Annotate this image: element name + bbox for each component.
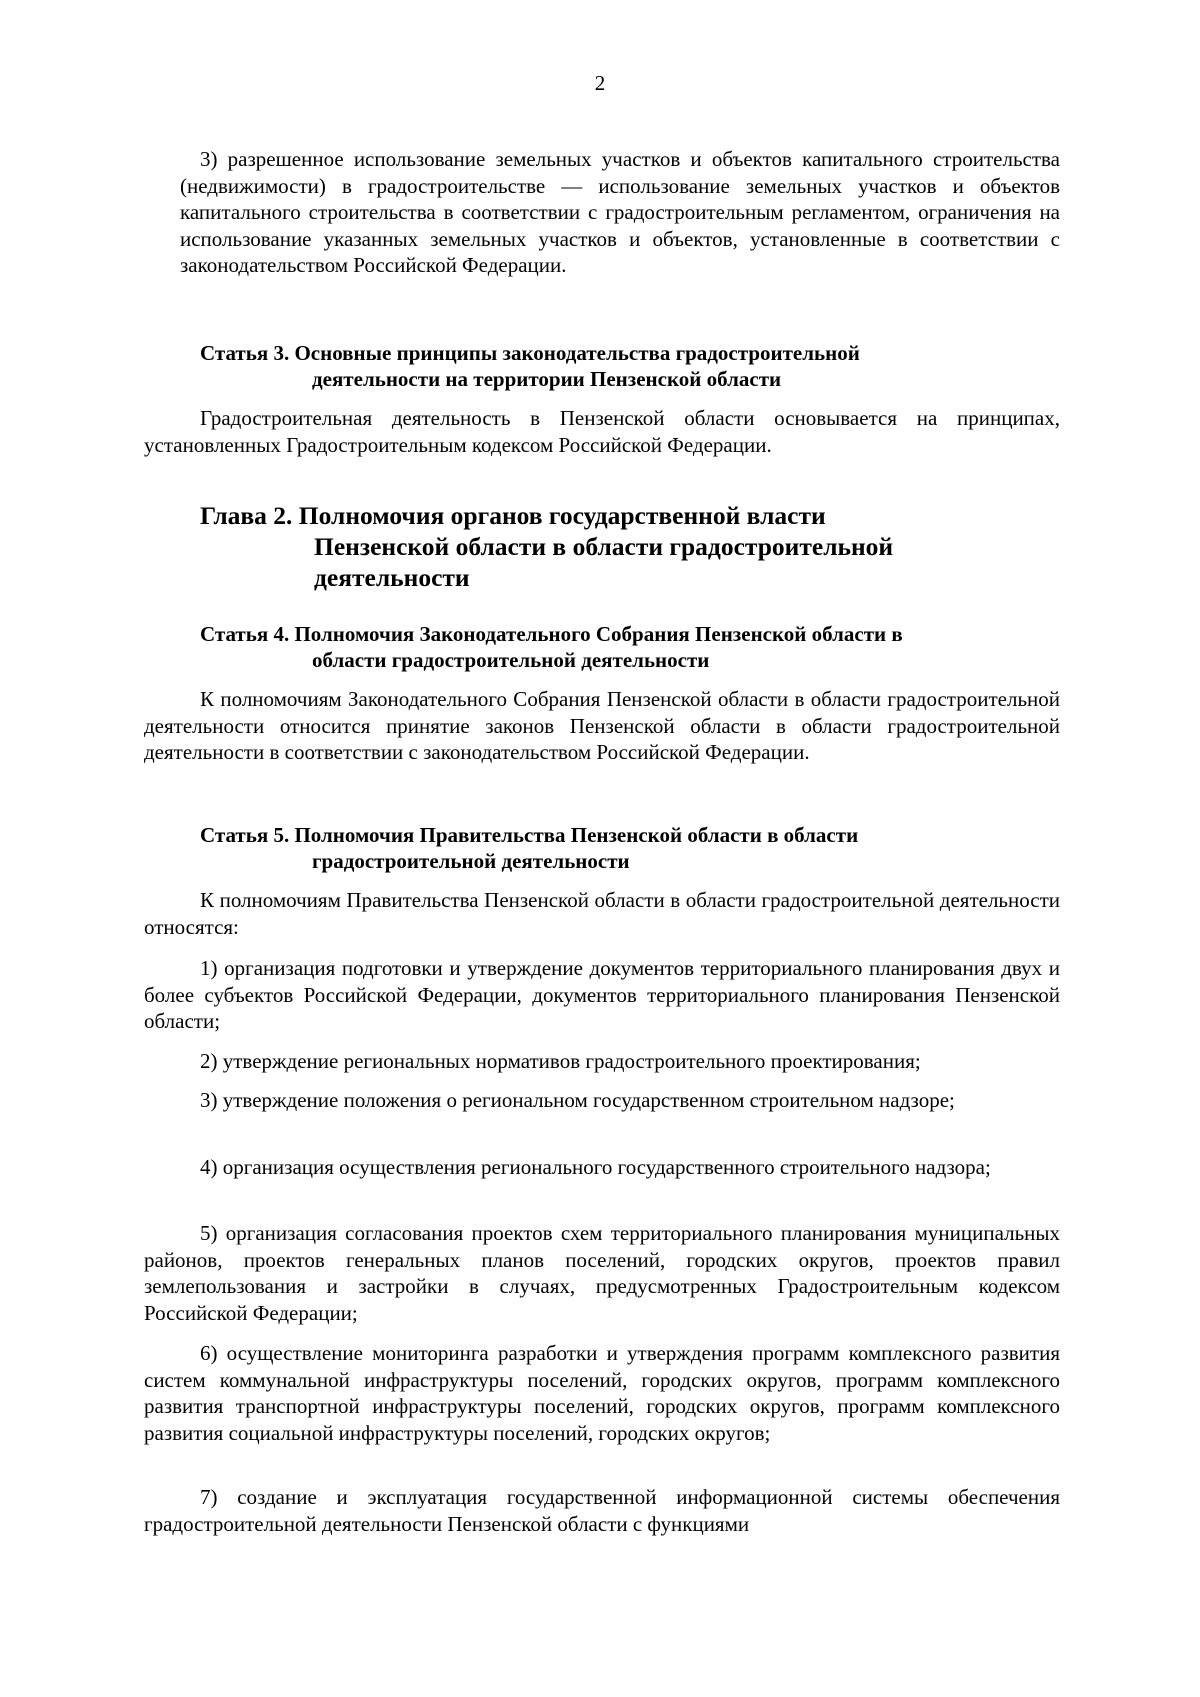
article-5-item-3: 3) утверждение положения о региональном государственном строительном надзоре; <box>200 1088 955 1112</box>
article-5-intro: К полномочиям Правительства Пензенской области в области градостроительной деятельности относятся: <box>144 888 1060 939</box>
article-5-item-4: 4) организация осуществления регионального государственного строительного надзора; <box>200 1155 991 1179</box>
chapter-2-title-line2: Пензенской области в области градостроительной <box>314 532 894 561</box>
article-5-title <box>200 822 1060 874</box>
article-5-title-line1: Статья 5. Полномочия Правительства Пензенской области в области <box>200 823 859 847</box>
article-3-text: Градостроительная деятельность в Пензенской области основывается на принципах, установленных Градостроительным кодексом Российской Федерации. <box>144 406 1060 457</box>
chapter-2-title <box>200 500 1060 593</box>
article-4-title <box>200 621 1060 673</box>
article-5-item-1: 1) организация подготовки и утверждение документов территориального планирования двух и более субъектов Российской Федерации, документов территориального планирования Пензенской области; <box>144 956 1060 1033</box>
article-5-item-6: 6) осуществление мониторинга разработки и утверждения программ комплексного развития систем коммунальной инфраструктуры поселений, городских округов, программ комплексного развития транспортной инфраструктуры поселений, городских округов, программ комплексного развития социальной инфраструктуры поселений, городских округов; <box>144 1341 1060 1445</box>
article-5-item-2: 2) утверждение региональных нормативов градостроительного проектирования; <box>200 1049 921 1073</box>
page-number: 2 <box>594 71 606 95</box>
article-3-title <box>200 340 1060 392</box>
article-5-item-7: 7) создание и эксплуатация государственной информационной системы обеспечения градостроительной деятельности Пензенской области с функциями <box>144 1485 1060 1536</box>
article-4-title-line1: Статья 4. Полномочия Законодательного Собрания Пензенской области в <box>200 622 903 646</box>
article-4-text: К полномочиям Законодательного Собрания Пензенской области в области градостроительной деятельности относится принятие законов Пензенской области в области градостроительной деятельности в соответствии с законодательством Российской Федерации. <box>144 687 1060 764</box>
article-5-item-5: 5) организация согласования проектов схем территориального планирования муниципальных районов, проектов генеральных планов поселений, городских округов, проектов правил землепользования и застройки в случаях, предусмотренных Градостроительным кодексом Российской Федерации; <box>144 1221 1060 1325</box>
article-3-title-line2: деятельности на территории Пензенской области <box>312 367 782 391</box>
chapter-2-title-line3: деятельности <box>314 563 470 592</box>
chapter-2-title-line1: Глава 2. Полномочия органов государственной власти <box>200 501 826 530</box>
article-4-title-line2: области градостроительной деятельности <box>312 648 710 672</box>
article-3-title-line1: Статья 3. Основные принципы законодательства градостроительной <box>200 341 860 365</box>
article-5-title-line2: градостроительной деятельности <box>312 849 630 873</box>
item-3-paragraph: 3) разрешенное использование земельных участков и объектов капитального строительства (недвижимости) в градостроительстве — использование земельных участков и объектов капитального строительства в соответствии с градостроительным регламентом, ограничения на использование указанных земельных участков и объектов, установленные в соответствии с законодательством Российской Федерации. <box>180 147 1060 277</box>
